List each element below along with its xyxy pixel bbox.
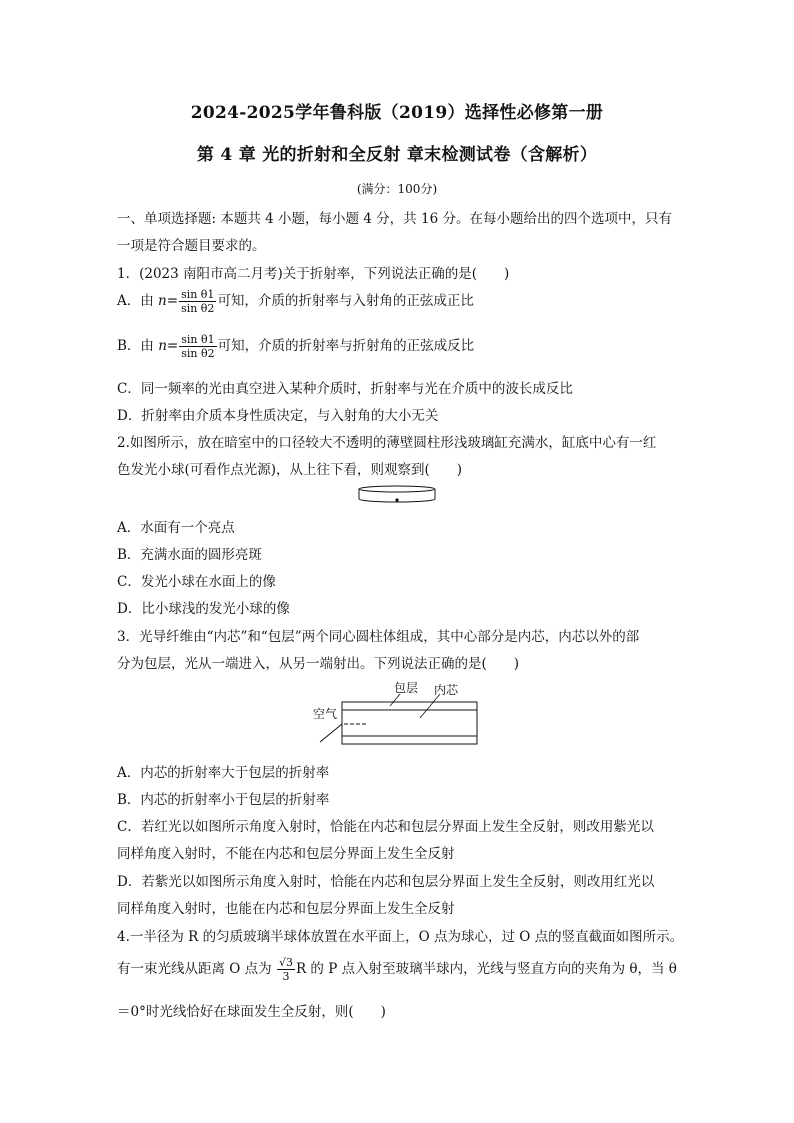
q1-b-n-eq: n=	[158, 338, 179, 354]
q3-option-b: B．内芯的折射率小于包层的折射率	[117, 792, 330, 808]
q3-option-a: A．内芯的折射率大于包层的折射率	[117, 765, 330, 781]
q4-frac-den: 3	[282, 970, 290, 983]
q4-stem-line-2	[117, 956, 677, 983]
q3-option-c-line-2: 同样角度入射时，不能在内芯和包层分界面上发生全反射	[117, 846, 455, 862]
section-heading-line-1: 一、单项选择题: 本题共 4 小题，每小题 4 分，共 16 分。在每小题给出的四个选项中，只有	[117, 211, 672, 227]
q3-stem-line-2: 分为包层，光从一端进入，从另一端射出。下列说法正确的是( )	[117, 656, 520, 672]
section-heading-line-2: 一项是符合题目要求的。	[117, 238, 266, 254]
q4-stem-part-a: 有一束光线从距离 O 点为	[117, 961, 276, 977]
q2-stem-line-1: 2.如图所示，放在暗室中的口径较大不透明的薄壁圆柱形浅玻璃缸充满水，缸底中心有一红	[117, 435, 657, 451]
q1-b-fraction	[179, 333, 216, 360]
q1-a-frac-num: sin θ1	[181, 288, 215, 301]
q1-a-suffix: 可知，介质的折射率与入射角的正弦成正比	[217, 293, 474, 309]
q4-stem-part-b: R 的 P 点入射至玻璃半球内，光线与竖直方向的夹角为 θ，当 θ	[295, 961, 677, 977]
q4-stem-line-1: 4.一半径为 R 的匀质玻璃半球体放置在水平面上，O 点为球心，过 O 点的竖直截面如图所示。	[117, 929, 684, 945]
q1-option-c: C．同一频率的光由真空进入某种介质时，折射率与光在介质中的波长成反比	[117, 381, 573, 397]
q3-stem-line-1: 3．光导纤维由“内芯”和“包层”两个同心圆柱体组成，其中心部分是内芯，内芯以外的部	[117, 629, 640, 645]
title-line-1: 2024-2025学年鲁科版（2019）选择性必修第一册	[190, 103, 604, 123]
q2-option-a: A．水面有一个亮点	[117, 520, 235, 536]
q1-a-frac-den: sin θ2	[181, 302, 215, 315]
q4-stem-line-3: ＝0°时光线恰好在球面发生全反射，则( )	[117, 1004, 386, 1020]
q2-option-d: D．比小球浅的发光小球的像	[117, 601, 290, 617]
q1-option-d: D．折射率由介质本身性质决定，与入射角的大小无关	[117, 408, 439, 424]
q2-option-c: C．发光小球在水面上的像	[117, 574, 276, 590]
q1-b-prefix: B．由	[117, 338, 159, 354]
q1-b-frac-num: sin θ1	[181, 333, 215, 346]
q1-stem: 1．(2023 南阳市高二月考)关于折射率，下列说法正确的是( )	[117, 266, 510, 282]
score-note: (满分：100分)	[356, 182, 438, 196]
q1-option-a	[117, 288, 474, 315]
q1-a-prefix: A．由	[117, 293, 159, 309]
q3-option-d-line-2: 同样角度入射时，也能在内芯和包层分界面上发生全反射	[117, 901, 455, 917]
q1-b-suffix: 可知，介质的折射率与折射角的正弦成反比	[217, 338, 475, 354]
q4-frac-num: √3	[278, 956, 293, 969]
q2-option-b: B．充满水面的圆形亮斑	[117, 547, 262, 563]
q1-a-n-eq: n=	[158, 293, 179, 309]
q3-fig-cladding-label: 包层	[394, 681, 419, 695]
q2-glass-tank-figure	[356, 484, 438, 506]
q1-option-b	[117, 333, 474, 360]
q1-b-frac-den: sin θ2	[181, 347, 215, 360]
q3-fig-core-label: 内芯	[434, 683, 459, 697]
title-line-2: 第 4 章 光的折射和全反射 章末检测试卷（含解析）	[196, 145, 598, 165]
q4-fraction	[277, 956, 295, 983]
q3-option-d-line-1: D．若紫光以如图所示角度入射时，恰能在内芯和包层分界面上发生全反射，则改用红光以	[117, 874, 655, 890]
q1-a-fraction	[179, 288, 216, 315]
q2-stem-line-2: 色发光小球(可看作点光源)，从上往下看，则观察到( )	[117, 462, 463, 478]
q3-fig-air-label: 空气	[313, 707, 338, 721]
q3-optical-fiber-figure	[310, 680, 485, 750]
q3-option-c-line-1: C．若红光以如图所示角度入射时，恰能在内芯和包层分界面上发生全反射，则改用紫光以	[117, 819, 654, 835]
